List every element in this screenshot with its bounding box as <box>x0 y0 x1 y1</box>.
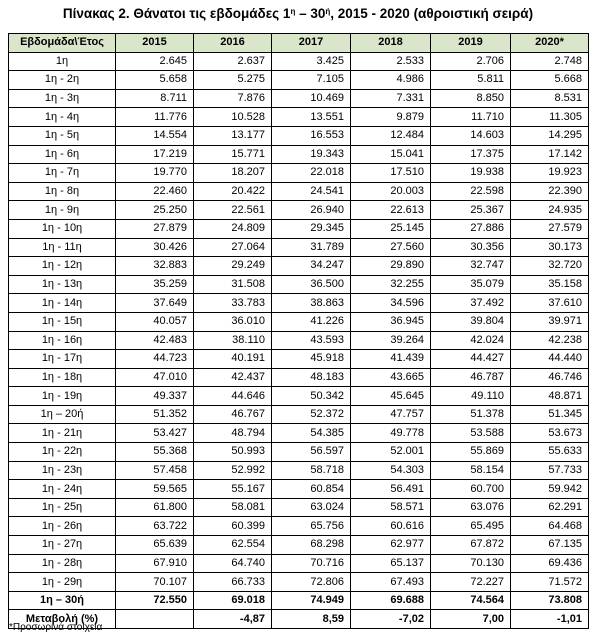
deaths-value-cell: 56.491 <box>351 480 431 499</box>
deaths-value-cell: 32.255 <box>351 275 431 294</box>
week-range-cell: 1η - 5η <box>9 126 116 145</box>
deaths-value-cell: 42.238 <box>511 331 589 350</box>
deaths-value-cell: 65.137 <box>351 554 431 573</box>
deaths-value-cell: 22.460 <box>116 182 194 201</box>
deaths-value-cell: 51.345 <box>511 405 589 424</box>
deaths-value-cell: 62.291 <box>511 498 589 517</box>
deaths-value-cell: 22.018 <box>272 164 351 183</box>
deaths-value-cell: 69.018 <box>194 591 272 610</box>
deaths-value-cell: 27.064 <box>194 238 272 257</box>
deaths-value-cell: 17.375 <box>431 145 511 164</box>
deaths-value-cell: 14.295 <box>511 126 589 145</box>
week-range-cell: 1η - 22η <box>9 443 116 462</box>
deaths-table <box>8 33 589 629</box>
deaths-value-cell: 17.510 <box>351 164 431 183</box>
deaths-value-cell: 53.673 <box>511 424 589 443</box>
deaths-value-cell: 44.440 <box>511 350 589 369</box>
week-range-cell: 1η - 25η <box>9 498 116 517</box>
deaths-value-cell: 18.207 <box>194 164 272 183</box>
deaths-value-cell: 58.081 <box>194 498 272 517</box>
deaths-value-cell: 15.771 <box>194 145 272 164</box>
deaths-value-cell: 53.427 <box>116 424 194 443</box>
deaths-value-cell: 72.550 <box>116 591 194 610</box>
deaths-value-cell: 10.469 <box>272 89 351 108</box>
deaths-value-cell: 12.484 <box>351 126 431 145</box>
deaths-value-cell: 5.658 <box>116 71 194 90</box>
deaths-value-cell: 70.130 <box>431 554 511 573</box>
week-range-cell: 1η - 27η <box>9 536 116 555</box>
table-row <box>9 164 589 183</box>
table-row <box>9 182 589 201</box>
deaths-value-cell: 35.259 <box>116 275 194 294</box>
deaths-value-cell: 19.938 <box>431 164 511 183</box>
table-row <box>9 498 589 517</box>
deaths-value-cell: 64.740 <box>194 554 272 573</box>
deaths-value-cell: 41.439 <box>351 350 431 369</box>
table-row <box>9 424 589 443</box>
deaths-value-cell: 32.883 <box>116 257 194 276</box>
deaths-value-cell: 55.633 <box>511 443 589 462</box>
deaths-value-cell: 53.588 <box>431 424 511 443</box>
table-row <box>9 201 589 220</box>
deaths-value-cell: 70.716 <box>272 554 351 573</box>
week-range-cell: 1η - 8η <box>9 182 116 201</box>
deaths-value-cell: 67.135 <box>511 536 589 555</box>
deaths-value-cell: 19.923 <box>511 164 589 183</box>
deaths-value-cell: 40.057 <box>116 312 194 331</box>
table-row <box>9 350 589 369</box>
deaths-value-cell: 57.733 <box>511 461 589 480</box>
deaths-value-cell: 58.154 <box>431 461 511 480</box>
header-cell-2020: 2020* <box>511 34 589 53</box>
deaths-value-cell: 30.356 <box>431 238 511 257</box>
deaths-value-cell: 39.804 <box>431 312 511 331</box>
table-row <box>9 219 589 238</box>
week-range-cell: 1η – 30ή <box>9 591 116 610</box>
table-row <box>9 536 589 555</box>
deaths-value-cell: 17.219 <box>116 145 194 164</box>
footnote: *Προσωρινά στοιχεία <box>9 622 103 633</box>
deaths-value-cell: 33.783 <box>194 294 272 313</box>
deaths-value-cell: 16.553 <box>272 126 351 145</box>
table-row <box>9 312 589 331</box>
table-row <box>9 257 589 276</box>
deaths-value-cell: 41.226 <box>272 312 351 331</box>
change-value-cell: -7,02 <box>351 610 431 629</box>
deaths-value-cell: 63.722 <box>116 517 194 536</box>
deaths-value-cell: 27.560 <box>351 238 431 257</box>
deaths-value-cell: 15.041 <box>351 145 431 164</box>
week-range-cell: 1η - 29η <box>9 573 116 592</box>
deaths-value-cell: 20.422 <box>194 182 272 201</box>
change-value-cell: -1,01 <box>511 610 589 629</box>
table-row <box>9 368 589 387</box>
deaths-value-cell: 74.564 <box>431 591 511 610</box>
deaths-value-cell: 19.343 <box>272 145 351 164</box>
deaths-value-cell: 65.756 <box>272 517 351 536</box>
deaths-value-cell: 63.076 <box>431 498 511 517</box>
deaths-value-cell: 55.869 <box>431 443 511 462</box>
deaths-value-cell: 19.770 <box>116 164 194 183</box>
deaths-value-cell: 2.533 <box>351 52 431 71</box>
deaths-value-cell: 36.500 <box>272 275 351 294</box>
week-range-cell: 1η - 24η <box>9 480 116 499</box>
deaths-value-cell: 59.942 <box>511 480 589 499</box>
deaths-value-cell: 52.001 <box>351 443 431 462</box>
deaths-value-cell: 7.331 <box>351 89 431 108</box>
deaths-value-cell: 2.645 <box>116 52 194 71</box>
deaths-value-cell: 52.372 <box>272 405 351 424</box>
deaths-value-cell: 46.746 <box>511 368 589 387</box>
deaths-value-cell: 27.579 <box>511 219 589 238</box>
deaths-value-cell: 11.776 <box>116 108 194 127</box>
table-row <box>9 573 589 592</box>
deaths-value-cell: 60.399 <box>194 517 272 536</box>
header-cell-2017: 2017 <box>272 34 351 53</box>
week-range-cell: 1η - 17η <box>9 350 116 369</box>
table-row <box>9 480 589 499</box>
deaths-value-cell: 51.352 <box>116 405 194 424</box>
deaths-value-cell: 24.935 <box>511 201 589 220</box>
deaths-value-cell: 69.688 <box>351 591 431 610</box>
header-cell-2016: 2016 <box>194 34 272 53</box>
deaths-value-cell: 29.890 <box>351 257 431 276</box>
deaths-value-cell: 17.142 <box>511 145 589 164</box>
change-value-cell: 7,00 <box>431 610 511 629</box>
deaths-value-cell: 39.264 <box>351 331 431 350</box>
deaths-value-cell: 49.110 <box>431 387 511 406</box>
deaths-value-cell: 35.079 <box>431 275 511 294</box>
deaths-value-cell: 67.910 <box>116 554 194 573</box>
week-range-cell: 1η - 2η <box>9 71 116 90</box>
deaths-value-cell: 37.649 <box>116 294 194 313</box>
table-row <box>9 517 589 536</box>
deaths-value-cell: 5.811 <box>431 71 511 90</box>
change-value-cell <box>116 610 194 629</box>
deaths-value-cell: 8.850 <box>431 89 511 108</box>
week-range-cell: 1η - 7η <box>9 164 116 183</box>
deaths-value-cell: 14.603 <box>431 126 511 145</box>
deaths-value-cell: 34.247 <box>272 257 351 276</box>
deaths-value-cell: 55.368 <box>116 443 194 462</box>
deaths-value-cell: 42.483 <box>116 331 194 350</box>
deaths-value-cell: 24.809 <box>194 219 272 238</box>
deaths-value-cell: 5.275 <box>194 71 272 90</box>
deaths-value-cell: 61.800 <box>116 498 194 517</box>
deaths-value-cell: 43.593 <box>272 331 351 350</box>
deaths-value-cell: 29.249 <box>194 257 272 276</box>
week-range-cell: 1η - 12η <box>9 257 116 276</box>
deaths-value-cell: 11.305 <box>511 108 589 127</box>
deaths-value-cell: 22.390 <box>511 182 589 201</box>
deaths-value-cell: 39.971 <box>511 312 589 331</box>
deaths-value-cell: 4.986 <box>351 71 431 90</box>
deaths-value-cell: 32.720 <box>511 257 589 276</box>
week-range-cell: 1η <box>9 52 116 71</box>
deaths-value-cell: 52.992 <box>194 461 272 480</box>
deaths-value-cell: 47.010 <box>116 368 194 387</box>
table-row <box>9 294 589 313</box>
table-row <box>9 331 589 350</box>
header-row <box>9 34 589 53</box>
deaths-value-cell: 58.718 <box>272 461 351 480</box>
deaths-value-cell: 24.541 <box>272 182 351 201</box>
deaths-value-cell: 43.665 <box>351 368 431 387</box>
deaths-value-cell: 50.342 <box>272 387 351 406</box>
deaths-value-cell: 67.872 <box>431 536 511 555</box>
table-row <box>9 108 589 127</box>
deaths-value-cell: 8.531 <box>511 89 589 108</box>
header-cell-2015: 2015 <box>116 34 194 53</box>
week-range-cell: 1η - 28η <box>9 554 116 573</box>
deaths-value-cell: 62.554 <box>194 536 272 555</box>
header-cell-week-year: Εβδομάδα\Έτος <box>9 34 116 53</box>
table-row <box>9 52 589 71</box>
deaths-value-cell: 29.345 <box>272 219 351 238</box>
deaths-value-cell: 65.495 <box>431 517 511 536</box>
deaths-value-cell: 66.733 <box>194 573 272 592</box>
deaths-value-cell: 14.554 <box>116 126 194 145</box>
deaths-value-cell: 69.436 <box>511 554 589 573</box>
deaths-value-cell: 37.492 <box>431 294 511 313</box>
deaths-value-cell: 60.854 <box>272 480 351 499</box>
deaths-value-cell: 48.871 <box>511 387 589 406</box>
table-row <box>9 126 589 145</box>
deaths-value-cell: 49.778 <box>351 424 431 443</box>
deaths-value-cell: 3.425 <box>272 52 351 71</box>
week-range-cell: 1η - 6η <box>9 145 116 164</box>
deaths-value-cell: 2.637 <box>194 52 272 71</box>
week-range-cell: 1η - 3η <box>9 89 116 108</box>
week-range-cell: 1η - 19η <box>9 387 116 406</box>
deaths-value-cell: 71.572 <box>511 573 589 592</box>
deaths-value-cell: 45.918 <box>272 350 351 369</box>
deaths-value-cell: 25.145 <box>351 219 431 238</box>
deaths-value-cell: 74.949 <box>272 591 351 610</box>
deaths-value-cell: 44.646 <box>194 387 272 406</box>
deaths-value-cell: 7.876 <box>194 89 272 108</box>
deaths-value-cell: 2.706 <box>431 52 511 71</box>
deaths-value-cell: 56.597 <box>272 443 351 462</box>
week-range-cell: 1η - 4η <box>9 108 116 127</box>
change-value-cell: -4,87 <box>194 610 272 629</box>
week-range-cell: 1η - 11η <box>9 238 116 257</box>
deaths-value-cell: 57.458 <box>116 461 194 480</box>
deaths-value-cell: 37.610 <box>511 294 589 313</box>
week-range-cell: 1η - 10η <box>9 219 116 238</box>
deaths-value-cell: 13.177 <box>194 126 272 145</box>
deaths-value-cell: 36.945 <box>351 312 431 331</box>
deaths-value-cell: 68.298 <box>272 536 351 555</box>
header-cell-2019: 2019 <box>431 34 511 53</box>
deaths-value-cell: 34.596 <box>351 294 431 313</box>
deaths-value-cell: 42.437 <box>194 368 272 387</box>
table-row <box>9 145 589 164</box>
deaths-value-cell: 46.767 <box>194 405 272 424</box>
deaths-value-cell: 7.105 <box>272 71 351 90</box>
deaths-value-cell: 9.879 <box>351 108 431 127</box>
week-range-cell: 1η - 26η <box>9 517 116 536</box>
deaths-value-cell: 42.024 <box>431 331 511 350</box>
deaths-value-cell: 25.250 <box>116 201 194 220</box>
deaths-value-cell: 20.003 <box>351 182 431 201</box>
deaths-value-cell: 72.806 <box>272 573 351 592</box>
week-range-cell: 1η - 23η <box>9 461 116 480</box>
week-range-cell: 1η - 14η <box>9 294 116 313</box>
table-row <box>9 443 589 462</box>
deaths-value-cell: 48.183 <box>272 368 351 387</box>
deaths-value-cell: 2.748 <box>511 52 589 71</box>
week-range-cell: 1η - 15η <box>9 312 116 331</box>
week-range-cell: 1η - 18η <box>9 368 116 387</box>
table-row <box>9 89 589 108</box>
deaths-value-cell: 31.789 <box>272 238 351 257</box>
deaths-value-cell: 22.598 <box>431 182 511 201</box>
deaths-value-cell: 22.561 <box>194 201 272 220</box>
table-row <box>9 461 589 480</box>
table-row <box>9 71 589 90</box>
deaths-value-cell: 60.700 <box>431 480 511 499</box>
deaths-value-cell: 40.191 <box>194 350 272 369</box>
deaths-value-cell: 47.757 <box>351 405 431 424</box>
table-row <box>9 591 589 610</box>
table-row <box>9 554 589 573</box>
deaths-value-cell: 22.613 <box>351 201 431 220</box>
deaths-value-cell: 55.167 <box>194 480 272 499</box>
table-title: Πίνακας 2. Θάνατοι τις εβδομάδες $1^\eta - 30^ή$, 2015 - 2020 (αθροιστική σειρά) <box>62 6 534 21</box>
deaths-value-cell: 51.378 <box>431 405 511 424</box>
deaths-value-cell: 27.879 <box>116 219 194 238</box>
deaths-value-cell: 32.747 <box>431 257 511 276</box>
deaths-value-cell: 72.227 <box>431 573 511 592</box>
deaths-value-cell: 62.977 <box>351 536 431 555</box>
deaths-value-cell: 54.385 <box>272 424 351 443</box>
week-range-cell: 1η - 13η <box>9 275 116 294</box>
deaths-value-cell: 73.808 <box>511 591 589 610</box>
table-row <box>9 387 589 406</box>
deaths-value-cell: 59.565 <box>116 480 194 499</box>
week-range-cell: 1η – 20ή <box>9 405 116 424</box>
deaths-value-cell: 38.110 <box>194 331 272 350</box>
deaths-value-cell: 65.639 <box>116 536 194 555</box>
change-label-cell: Μεταβολή (%) <box>9 610 116 629</box>
deaths-value-cell: 26.940 <box>272 201 351 220</box>
deaths-value-cell: 38.863 <box>272 294 351 313</box>
header-cell-2018: 2018 <box>351 34 431 53</box>
deaths-value-cell: 70.107 <box>116 573 194 592</box>
table-row <box>9 275 589 294</box>
deaths-value-cell: 8.711 <box>116 89 194 108</box>
change-value-cell: 8,59 <box>272 610 351 629</box>
deaths-value-cell: 11.710 <box>431 108 511 127</box>
deaths-value-cell: 30.173 <box>511 238 589 257</box>
deaths-value-cell: 44.427 <box>431 350 511 369</box>
deaths-value-cell: 36.010 <box>194 312 272 331</box>
table-row <box>9 405 589 424</box>
deaths-value-cell: 49.337 <box>116 387 194 406</box>
deaths-value-cell: 25.367 <box>431 201 511 220</box>
deaths-value-cell: 13.551 <box>272 108 351 127</box>
deaths-value-cell: 48.794 <box>194 424 272 443</box>
week-range-cell: 1η - 16η <box>9 331 116 350</box>
deaths-value-cell: 64.468 <box>511 517 589 536</box>
deaths-value-cell: 44.723 <box>116 350 194 369</box>
deaths-value-cell: 35.158 <box>511 275 589 294</box>
week-range-cell: 1η - 21η <box>9 424 116 443</box>
deaths-value-cell: 63.024 <box>272 498 351 517</box>
deaths-value-cell: 54.303 <box>351 461 431 480</box>
deaths-value-cell: 45.645 <box>351 387 431 406</box>
week-range-cell: 1η - 9η <box>9 201 116 220</box>
deaths-value-cell: 30.426 <box>116 238 194 257</box>
table-row <box>9 238 589 257</box>
deaths-value-cell: 10.528 <box>194 108 272 127</box>
deaths-value-cell: 5.668 <box>511 71 589 90</box>
deaths-value-cell: 67.493 <box>351 573 431 592</box>
deaths-value-cell: 27.886 <box>431 219 511 238</box>
deaths-value-cell: 31.508 <box>194 275 272 294</box>
deaths-value-cell: 60.616 <box>351 517 431 536</box>
deaths-value-cell: 58.571 <box>351 498 431 517</box>
deaths-value-cell: 50.993 <box>194 443 272 462</box>
deaths-value-cell: 46.787 <box>431 368 511 387</box>
